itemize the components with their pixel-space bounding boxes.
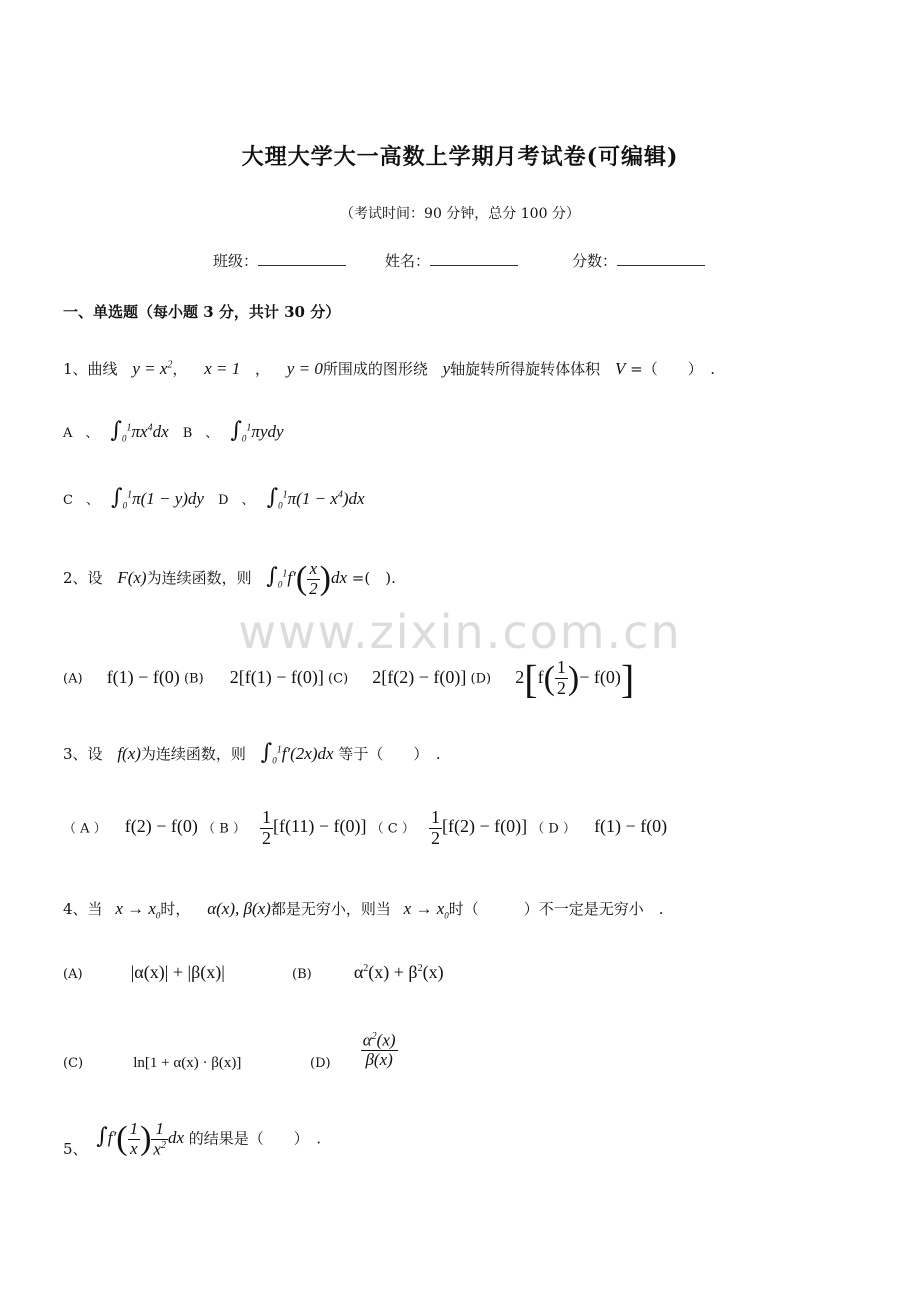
q3-function: f(x) [117, 744, 141, 763]
q3-options [63, 808, 667, 849]
q4-functions: α(x), β(x) [207, 899, 271, 918]
q4-option-c[interactable] [63, 1055, 241, 1072]
q2-option-b-expr: 2[f(1) − f(0)] [229, 666, 324, 687]
exam-subtitle: （考试时间：90 分钟，总分 100 分） [340, 206, 580, 222]
q5-tail: 的结果是（ ） . [188, 1129, 322, 1148]
q2-option-c-expr: 2[f(2) − f(0)] [372, 666, 467, 687]
q1-option-a-label: A 、 [63, 426, 99, 441]
q4-option-d-label: (D) [310, 1056, 331, 1071]
q1-option-d-expr: $\int_0^1\pi(1 - x^4)dx$ [266, 485, 365, 511]
q2-option-c-label[interactable]: (C) [328, 671, 349, 687]
q1-cond2: x = 1 [204, 359, 241, 378]
q3-option-a-expr: f(2) − f(0) [124, 816, 198, 837]
q4-text2: 都是无穷小，则当 [270, 900, 391, 918]
name-blank[interactable] [430, 253, 518, 266]
q3-tail: 等于（ ） . [338, 745, 441, 763]
q4-option-d[interactable] [310, 1030, 398, 1071]
q4-limit: $x \to x_0$ [115, 899, 161, 921]
q1-option-b-label[interactable]: B 、 [182, 426, 219, 441]
q2-option-a-expr: f(1) − f(0) [106, 666, 180, 687]
q1-option-d-label[interactable]: D 、 [218, 493, 255, 508]
q2-option-d-label[interactable]: (D) [470, 671, 492, 687]
q2-tail: =( ). [351, 569, 396, 588]
q1-option-c[interactable] [63, 485, 365, 510]
q2-function: F(x) [117, 568, 147, 588]
q1-option-c-expr: $\int_0^1\pi(1 - y)dy$ [111, 485, 204, 511]
score-label: 分数： [572, 252, 618, 270]
q3-option-d-label[interactable]: （ D ） [531, 821, 576, 837]
q1-cond1: $y = x^2$ [132, 359, 173, 378]
q1-axis: y [442, 359, 451, 378]
name-field [385, 250, 518, 271]
class-field [213, 250, 346, 271]
q1-cond3: y = 0 [286, 359, 323, 378]
q1-volume: V [614, 359, 626, 378]
q4-number: 4、当 [63, 900, 103, 918]
class-blank[interactable] [258, 253, 346, 266]
q4-option-a-label: (A) [63, 967, 83, 982]
q4-option-b-label: (B) [292, 967, 312, 982]
question-3 [63, 740, 441, 765]
question-2 [63, 560, 396, 598]
q1-text2: 轴旋转所得旋转体体积 [450, 360, 601, 378]
q3-option-b-expr: $\frac{1}{2}$ [f(11) − f(0)] [262, 807, 367, 848]
q4-option-b-expr: $\alpha^2(x) + \beta^2(x)$ [353, 962, 444, 982]
q3-integral: $\int_0^1f'(2x)dx$ [260, 740, 334, 766]
q2-text: 为连续函数，则 [146, 569, 252, 588]
q3-number: 3、设 [63, 745, 103, 763]
q4-option-a-expr: |α(x)| + |β(x)| [130, 962, 225, 982]
q3-text: 为连续函数，则 [140, 745, 246, 763]
q4-option-d-expr: $\frac{\alpha^2(x)}{\beta(x)}$ [362, 1030, 396, 1069]
q1-option-b-expr: $\int_0^1\pi ydy$ [230, 418, 284, 444]
exam-title: 大理大学大一高数上学期月考试卷(可编辑) [241, 144, 679, 170]
q5-number: 5、 [63, 1140, 88, 1159]
q1-option-a[interactable] [63, 418, 284, 443]
q2-options [63, 655, 634, 702]
question-4: 4、当 $x \to x_0$时， α(x), β(x)都是无穷小，则当 $x \to x_0$时（ ）不一定是无穷小 . [63, 899, 664, 921]
q4-option-a[interactable] [63, 962, 225, 983]
question-5 [63, 1120, 321, 1159]
q2-option-a-label[interactable]: (A) [63, 671, 83, 687]
q3-option-c-label[interactable]: （ C ） [370, 821, 415, 837]
q2-number: 2、设 [63, 569, 103, 588]
question-1: 1、曲线 $y = x^2$， x = 1 ， y = 0所围成的图形绕 y轴旋转所得旋转体体积 V =（ ） . [63, 359, 715, 378]
q4-limit-2: $x \to x_0$ [403, 899, 449, 921]
q2-integral: $\int_0^1f'$( $\frac{x}{2}$ )dx [266, 559, 348, 598]
q1-text1: 所围成的图形绕 [322, 360, 428, 378]
q2-option-b-label[interactable]: (B) [183, 671, 204, 687]
name-label: 姓名： [385, 252, 431, 270]
score-blank[interactable] [617, 253, 705, 266]
watermark: www.zixin.com.cn [238, 605, 682, 659]
q1-tail: =（ ） . [630, 360, 715, 378]
q4-option-b[interactable] [292, 962, 444, 983]
class-label: 班级： [213, 252, 259, 270]
q3-option-c-expr: $\frac{1}{2}$ [f(2) − f(0)] [430, 807, 528, 848]
q1-number: 1、曲线 [63, 360, 118, 378]
q1-option-c-label: C 、 [63, 493, 99, 508]
q4-option-c-label: (C) [63, 1056, 84, 1071]
score-field [572, 250, 705, 271]
section-heading: 一、单选题（每小题 3 分，共计 30 分） [63, 303, 341, 321]
q3-option-a-label[interactable]: （ A ） [63, 821, 107, 837]
q4-text3: 时（ ）不一定是无穷小 . [448, 900, 664, 918]
q5-integral: ∫f′( $\frac{1}{x}$ ) $\frac{1}{x^2}$ dx [96, 1119, 184, 1159]
q3-option-b-label[interactable]: （ B ） [202, 821, 246, 837]
q1-option-a-expr: $\int_0^1\pi x^4dx$ [110, 418, 169, 444]
q3-option-d-expr: f(1) − f(0) [594, 816, 668, 837]
q4-option-c-expr: ln[1 + α(x) · β(x)] [133, 1055, 242, 1071]
q2-option-d-expr: 2[f( $\frac{1}{2}$ )− f(0)] [515, 656, 635, 701]
